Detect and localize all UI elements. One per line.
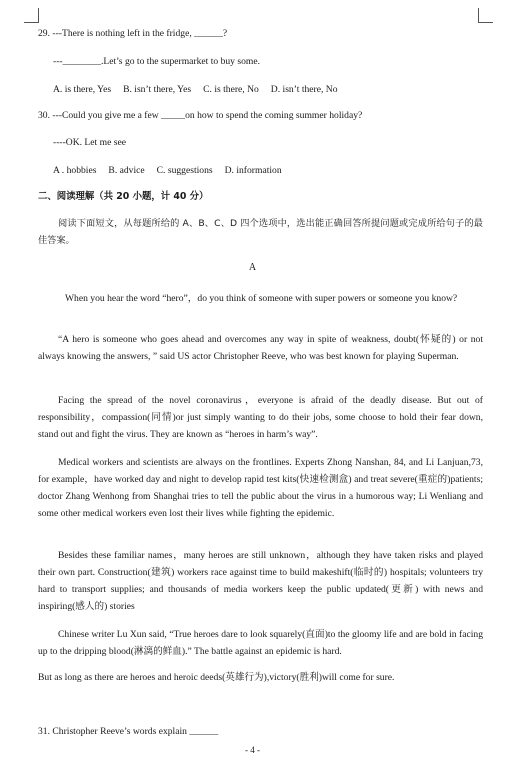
passage-paragraph-2: “A hero is someone who goes ahead and overcomes any way in spite of weakness, doubt(怀疑的) or not always knowing the answers, ” said US actor Christopher Reeve, who was best known for playing Superman.: [38, 334, 483, 362]
section-instructions: 阅读下面短文，从每题所给的 A、B、C、D 四个选项中，选出能正确回答所提问题或完成所给句子的最佳答案。: [38, 218, 483, 246]
q29-question: 29. ---There is nothing left in the fridge, ______?: [38, 28, 228, 39]
q30-question: 30. ---Could you give me a few _____on how to spend the coming summer holiday?: [38, 110, 363, 121]
section-heading: 二、阅读理解（共 20 小题，计 40 分）: [38, 191, 209, 202]
passage-paragraph-4: Medical workers and scientists are always on the frontlines. Experts Zhong Nanshan, 84, and Li Lanjuan,73, for example，have worked day and night to develop rapid test kits(快速检测盒) and treat severe(重症的)patients; doctor Zhang Wenhong from Shanghai tries to tell the public about the virus in a humorous way; Li Wenliang and some other medical workers even lost their lives while fighting the epidemic.: [38, 457, 483, 519]
q29-answer-line: ---________.Let’s go to the supermarket to buy some.: [53, 56, 261, 67]
passage-paragraph-5: Besides these familiar names，many heroes are still unknown，although they have taken risks and played their own part. Construction(建筑) workers race against time to build makeshift(临时的) hospitals; volunteers try hard to transport supplies; and thousands of media workers keep the public updated(更新) with news and inspiring(感人的) stories: [38, 550, 483, 612]
crop-mark-top-left: [24, 8, 39, 23]
q29-options: A. is there, Yes B. isn’t there, Yes C. is there, No D. isn’t there, No: [53, 84, 338, 95]
passage-paragraph-6: Chinese writer Lu Xun said, “True heroes dare to look squarely(直面)to the gloomy life and are bold in facing up to the dripping blood(淋漓的鲜血).” The battle against an epidemic is hard.: [38, 629, 483, 657]
passage-label: A: [248, 262, 257, 273]
q31-question: 31. Christopher Reeve’s words explain ______: [38, 726, 219, 737]
passage-paragraph-7: But as long as there are heroes and heroic deeds(英雄行为),victory(胜利)will come for sure.: [38, 672, 395, 683]
passage-paragraph-1: When you hear the word “hero”，do you think of someone with super powers or someone you know?: [65, 293, 458, 304]
passage-paragraph-3: Facing the spread of the novel coronavirus，everyone is afraid of the deadly disease. But out of responsibility，compassion(同情)or just simply wanting to do their jobs, some choose to hold their fear down, stand out and fight the virus. They are known as “heroes in harm’s way”.: [38, 395, 483, 440]
crop-mark-top-right: [478, 8, 493, 23]
q30-answer-line: ----OK. Let me see: [53, 137, 126, 148]
page-number: - 4 -: [245, 745, 260, 755]
q30-options: A . hobbies B. advice C. suggestions D. information: [53, 165, 282, 176]
